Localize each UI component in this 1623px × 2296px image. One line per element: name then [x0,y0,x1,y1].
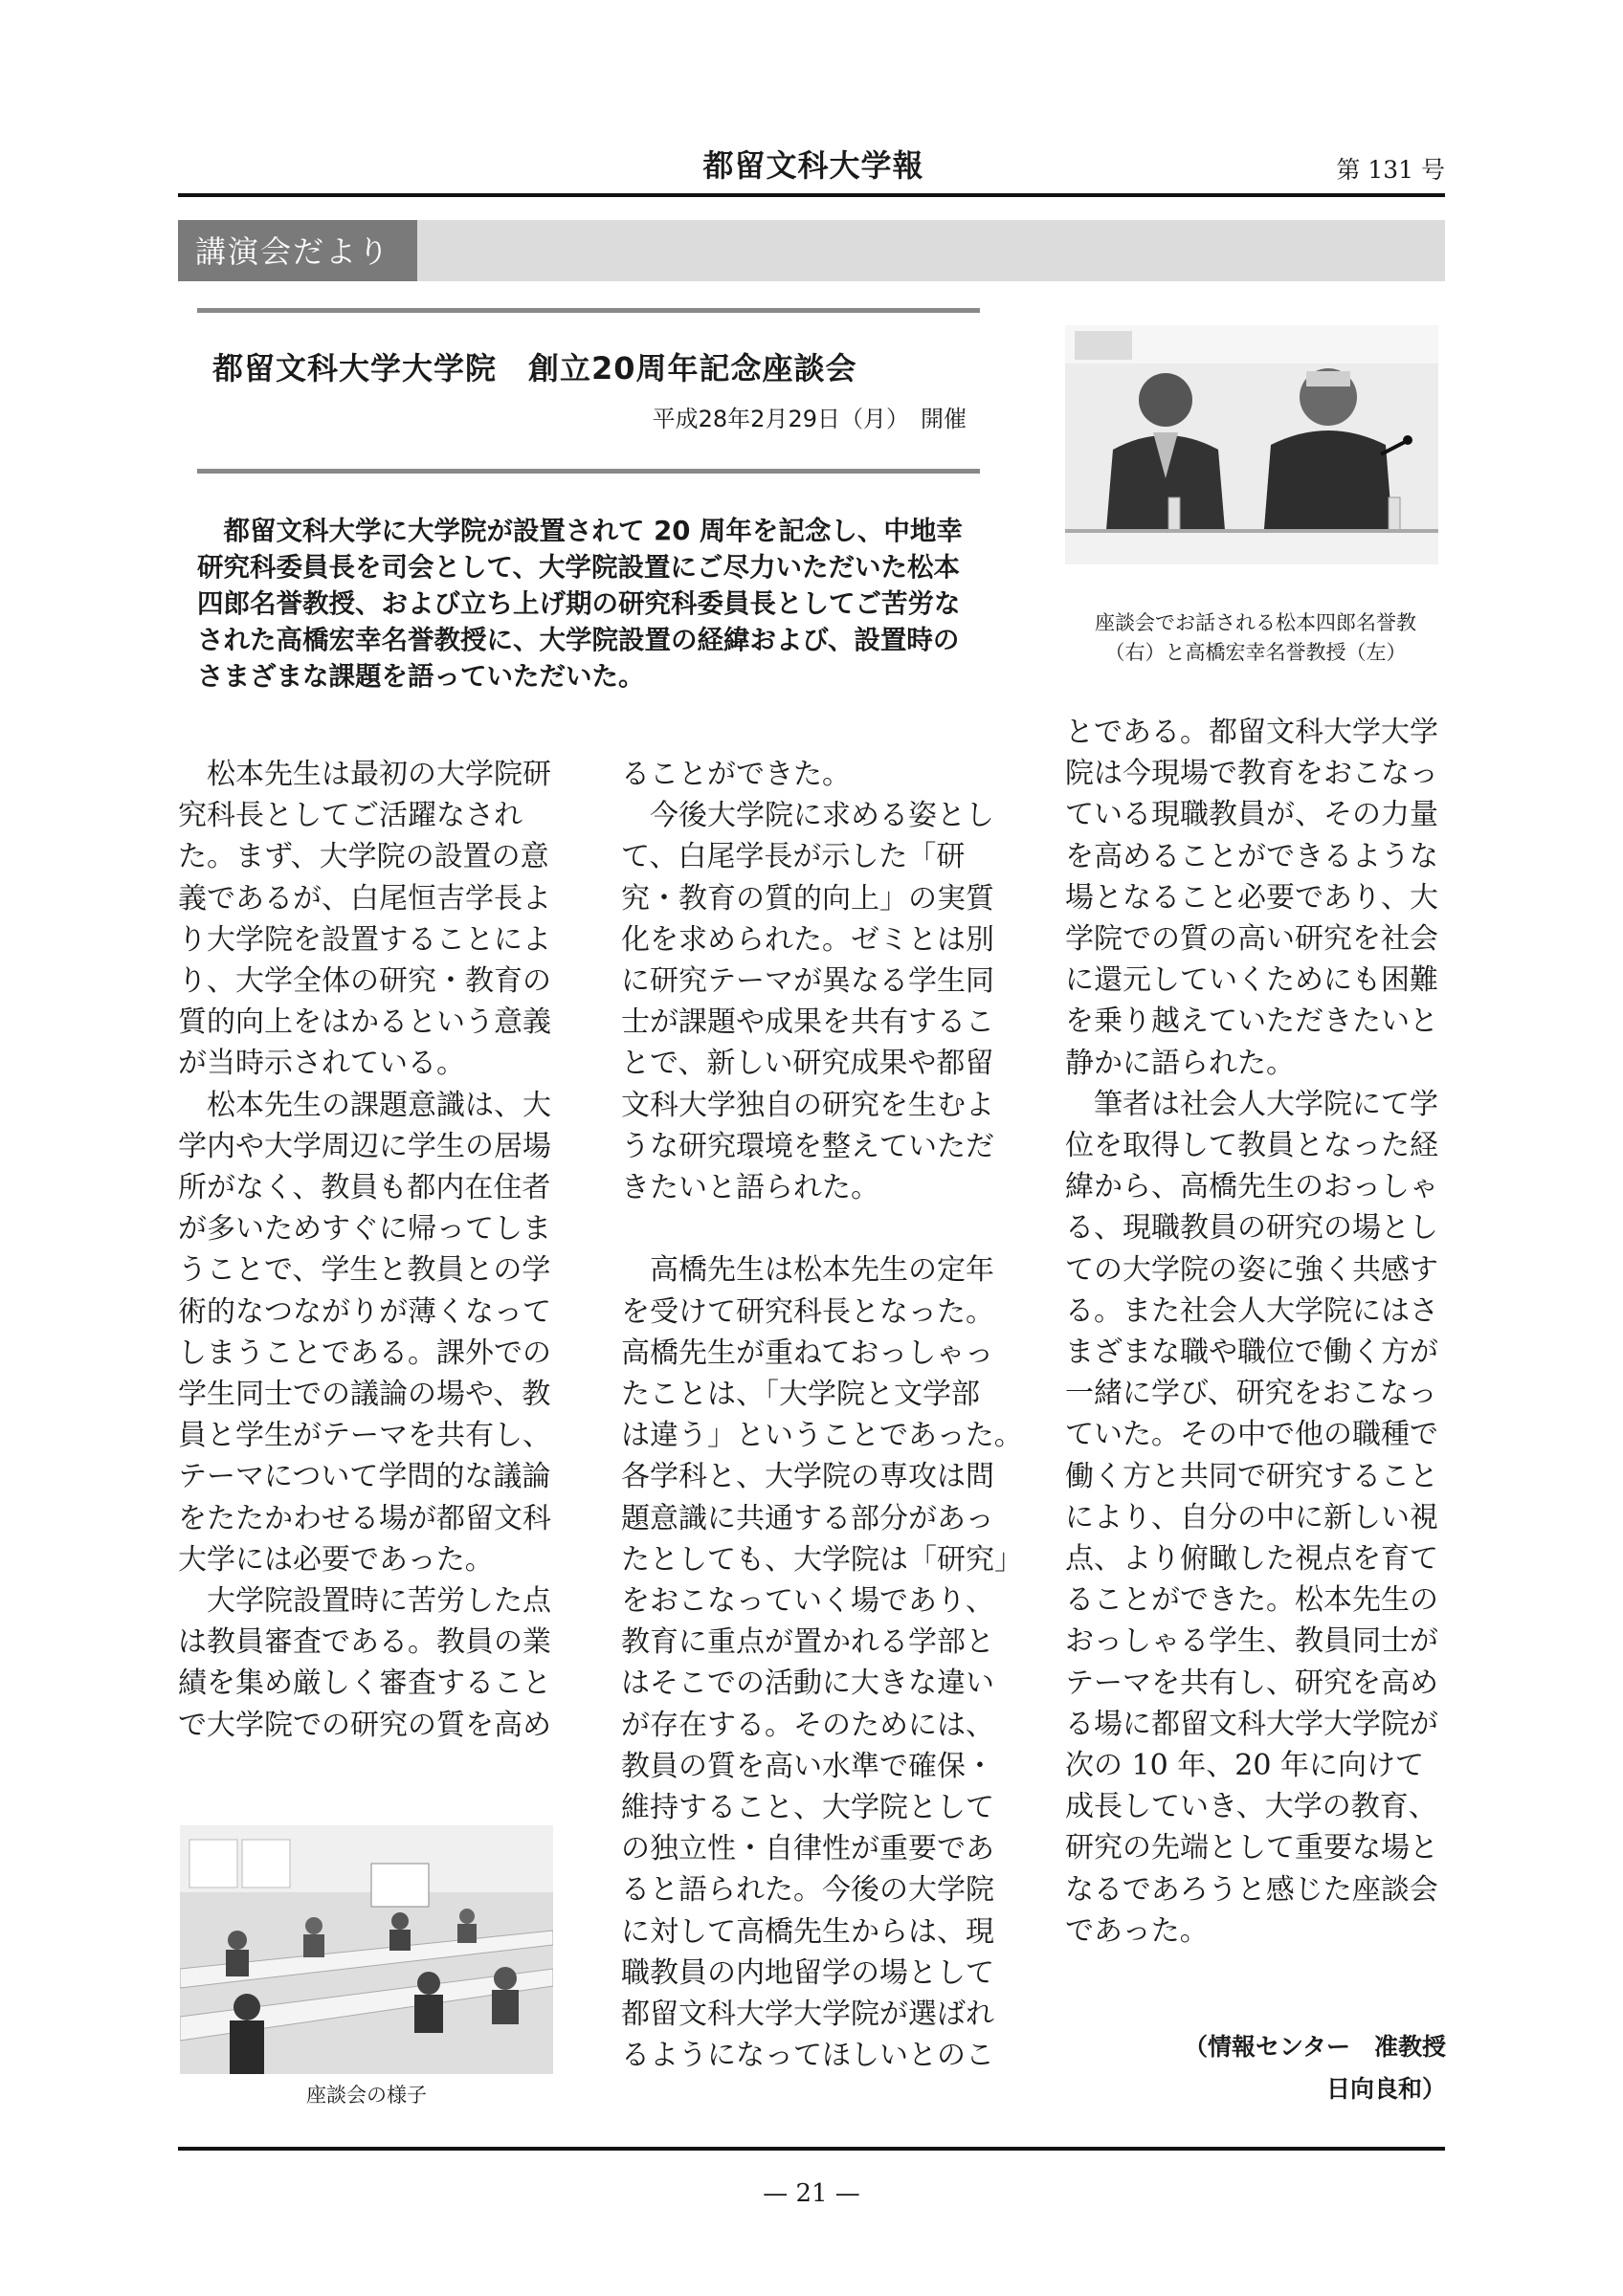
speakers-caption-line2: （右）と高橋宏幸名誉教授（左） [1104,641,1407,664]
title-rule-bottom [197,469,980,474]
speakers-photo-caption [1065,608,1446,668]
body-column-1: 松本先生は最初の大学院研 究科長としてご活躍なされ た。まず、大学院の設置の意 義であるが、白尾恒吉学長よ り大学院を設置することによ り、大学全体の研究・教育の 質的向上をはかるという意義 が当時示されている。 松本先生の課題意識は、大 学内や大学周辺に学生の居場 所がなく、教員も都内在住者 が多いためすぐに帰ってしま うことで、学生と教員との学 術的なつながりが薄くなって しまうことである。課外での 学生同士での議論の場や、教 員と学生がテーマを共有し、 テーマについて学問的な議論 をたたかわせる場が都留文科 大学には必要であった。 大学院設置時に苦労した点 は教員審査である。教員の業 績を集め厳しく審査すること で大学院での研究の質を高め [178,758,551,1742]
meeting-room-caption: 座談会の様子 [306,2084,427,2107]
article-title: 都留文科大学大学院 創立20周年記念座談会 [212,350,857,386]
speakers-caption-line1: 座談会でお話される松本四郎名誉教 [1095,611,1416,634]
author-credit [1065,2026,1446,2110]
body-column-2: ることができた。 今後大学院に求める姿とし て、白尾学長が示した「研 究・教育の質的向上」の実質 化を求められた。ゼミとは別 に研究テーマが異なる学生同 士が課題や成果を共有するこ とで、新しい研究成果や都留 文科大学独自の研究を生むよ うな研究環境を整えていただ きたいと語られた。 高橋先生は松本先生の定年 を受けて研究科長となった。 高橋先生が重ねておっしゃっ たことは、「大学院と文学部 は違う」ということであった。 各学科と、大学院の専攻は問 題意識に共通する部分があっ たとしても、大学院は「研究」 をおこなっていく場であり、 教育に重点が置かれる学部と はそこでの活動に大きな違い が存在する。そのためには、 教員の質を高い水準で確保・ 維持すること、大学院として の独立性・自律性が重要であ ると語られた。今後の大学院 に対して高橋先生からは、現 職教員の内地留学の場として 都留文科大学大学院が選ばれ るようになってほしいとのこ [621,758,1023,2073]
author-name: 日向良和） [1325,2075,1446,2103]
section-banner-label: 講演会だより [195,233,391,270]
author-affiliation: （情報センター 准教授 [1183,2033,1446,2061]
page-number: — 21 — [763,2179,860,2208]
publication-title: 都留文科大学報 [702,147,924,184]
header-rule [178,193,1445,197]
speakers-photo [1065,325,1438,564]
article-date: 平成28年2月29日（月） 開催 [652,406,967,432]
lead-paragraph: 都留文科大学に大学院が設置されて 20 周年を記念し、中地幸研究科委員長を司会として、大学院設置にご尽力いただいた松本四郎名誉教授、および立ち上げ期の研究科委員長としてご苦労なされた高橋宏幸名誉教授に、大学院設置の経緯および、設置時のさまざまな課題を語っていただいた。 [197,516,963,692]
title-rule-top [197,308,980,313]
issue-number: 第 131 号 [1336,156,1445,184]
body-column-3: とである。都留文科大学大学 院は今現場で教育をおこなっ ている現職教員が、その力量 を高めることができるような 場となること必要であり、大 学院での質の高い研究を社会 に還元していくためにも困難 を乗り越えていただきたいと 静かに語られた。 筆者は社会人大学院にて学 位を取得して教員となった経 緯から、高橋先生のおっしゃ る、現職教員の研究の場とし ての大学院の姿に強く共感す る。また社会人大学院にはさ まざまな職や職位で働く方が 一緒に学び、研究をおこなっ ていた。その中で他の職種で 働く方と共同で研究すること により、自分の中に新しい視 点、より俯瞰した視点を育て ることができた。松本先生の おっしゃる学生、教員同士が テーマを共有し、研究を高め る場に都留文科大学大学院が 次の 10 年、20 年に向けて 成長していき、大学の教育、 研究の先端として重要な場と なるであろうと感じた座談会 であった。 [1065,716,1438,1948]
footer-rule [178,2147,1445,2151]
meeting-room-photo [180,1825,553,2074]
